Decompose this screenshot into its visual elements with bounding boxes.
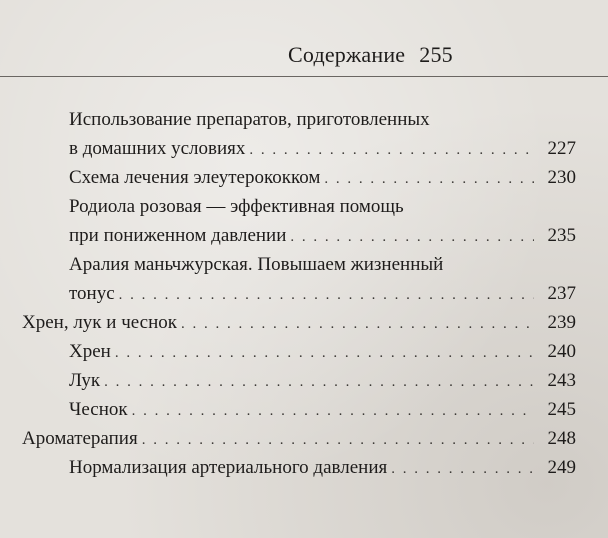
toc-line: [0, 105, 608, 134]
dot-leader: [181, 310, 534, 339]
toc-entry: [0, 453, 608, 482]
toc-line: [0, 395, 608, 424]
section-title: Содержание: [288, 42, 406, 67]
toc-page-number: 235: [547, 225, 576, 246]
toc-line: [0, 424, 608, 453]
toc-line: [0, 163, 608, 192]
dot-leader: [324, 165, 534, 194]
toc-entry: [0, 192, 608, 250]
page-number: 255: [419, 42, 453, 67]
dot-leader: [119, 281, 534, 310]
running-header: [288, 42, 453, 68]
toc-entry-text: Нормализация артериального давления: [69, 457, 388, 478]
toc-entry-text: Родиола розовая — эффективная помощь: [69, 196, 404, 217]
toc-entry-text: Хрен: [69, 341, 111, 362]
toc-page-number: 240: [547, 341, 576, 362]
toc-line: [0, 192, 608, 221]
toc-page-number: 227: [547, 138, 576, 159]
dot-leader: [249, 136, 534, 165]
toc-entry: [0, 163, 608, 192]
toc-page-number: 239: [547, 312, 576, 333]
toc-page-number: 249: [547, 457, 576, 478]
dot-leader: [142, 426, 534, 455]
toc-line: [0, 250, 608, 279]
toc-entry: [0, 105, 608, 163]
toc-entry-text: Лук: [69, 370, 101, 391]
toc-line: [0, 221, 608, 250]
toc-line: [0, 279, 608, 308]
toc-entry: [0, 250, 608, 308]
table-of-contents: [0, 105, 608, 482]
toc-entry-text: Аралия маньчжурская. Повышаем жизненный: [69, 254, 444, 275]
toc-line: [0, 337, 608, 366]
toc-entry: [0, 366, 608, 395]
header-rule: [0, 76, 608, 77]
toc-line: [0, 366, 608, 395]
toc-page-number: 237: [547, 283, 576, 304]
dot-leader: [115, 339, 534, 368]
toc-line: [0, 453, 608, 482]
toc-line: [0, 308, 608, 337]
toc-entry-text: в домашних условиях: [69, 138, 246, 159]
toc-entry: [0, 337, 608, 366]
toc-page-number: 248: [547, 428, 576, 449]
toc-entry: [0, 308, 608, 337]
toc-entry: [0, 424, 608, 453]
toc-entry: [0, 395, 608, 424]
toc-entry-text: Использование препаратов, приготовленных: [69, 109, 430, 130]
toc-entry-text: Схема лечения элеутерококком: [69, 167, 321, 188]
dot-leader: [132, 397, 534, 426]
toc-page-number: 243: [547, 370, 576, 391]
toc-page-number: 245: [547, 399, 576, 420]
toc-entry-text: при пониженном давлении: [69, 225, 287, 246]
dot-leader: [391, 455, 534, 484]
toc-page-number: 230: [547, 167, 576, 188]
toc-line: [0, 134, 608, 163]
dot-leader: [290, 223, 534, 252]
toc-entry-text: тонус: [69, 283, 115, 304]
toc-entry-text: Чеснок: [69, 399, 128, 420]
toc-entry-text: Ароматерапия: [22, 428, 138, 449]
dot-leader: [104, 368, 534, 397]
toc-entry-text: Хрен, лук и чеснок: [22, 312, 177, 333]
